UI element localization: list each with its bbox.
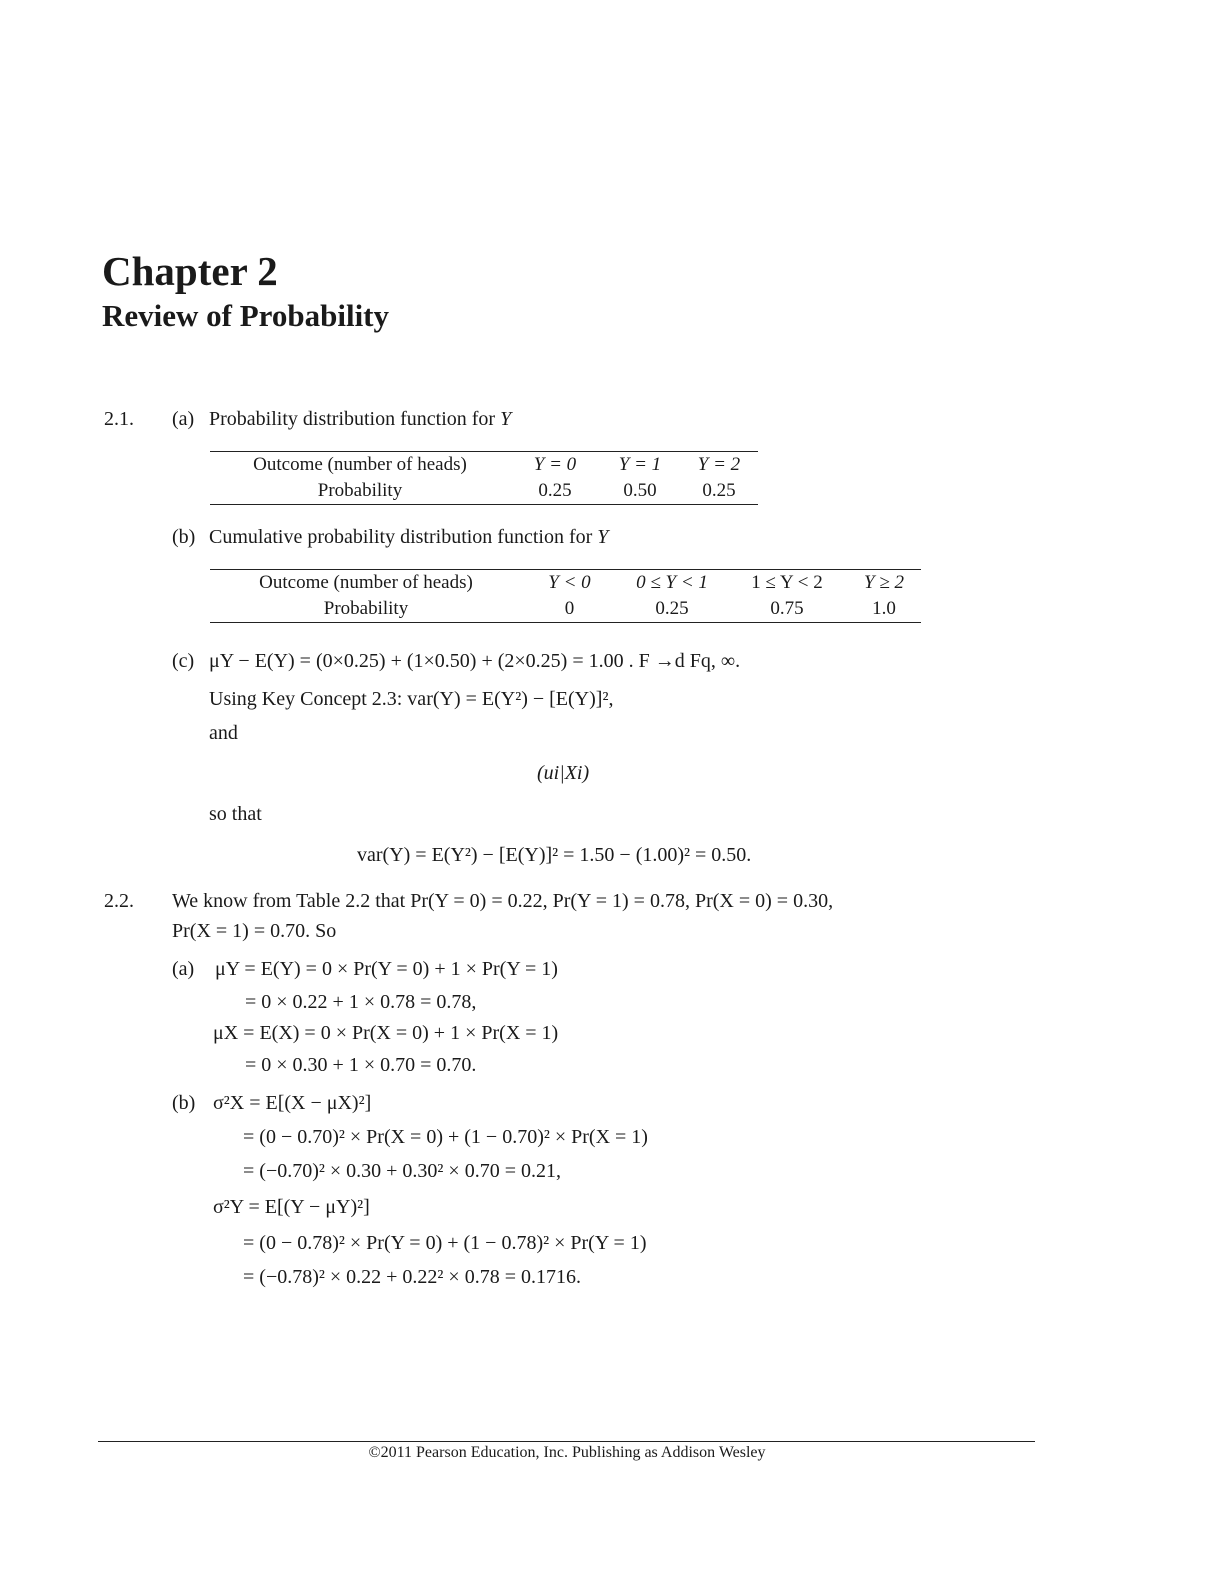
equation-line: σ²Y = E[(Y − μY)²] <box>213 1196 370 1218</box>
row-label-probability: Probability <box>210 596 522 623</box>
problem-number-2-1: 2.1. <box>104 408 134 430</box>
and-text: and <box>209 722 238 744</box>
chapter-subtitle: Review of Probability <box>102 298 390 333</box>
equation-line: = (−0.78)² × 0.22 + 0.22² × 0.78 = 0.1716. <box>243 1266 581 1288</box>
equation-line: μX = E(X) = 0 × Pr(X = 0) + 1 × Pr(X = 1) <box>213 1022 559 1044</box>
key-concept-line: Using Key Concept 2.3: var(Y) = E(Y²) − [E(Y)]², <box>209 688 614 710</box>
part-text-2-1-a: Probability distribution function for Y <box>209 408 512 430</box>
chapter-title: Chapter 2 <box>102 248 278 294</box>
conditional-expression: (ui|Xi) <box>537 762 590 784</box>
table-header: 1 ≤ Y < 2 <box>727 570 847 597</box>
part-label-2-2-a: (a) <box>172 958 195 980</box>
equation-line: = (−0.70)² × 0.30 + 0.30² × 0.70 = 0.21, <box>243 1160 561 1182</box>
part-label-2-1-b: (b) <box>172 526 196 548</box>
pdf-table <box>210 451 758 505</box>
table-cell: 0.50 <box>600 478 680 505</box>
table-header: Y < 0 <box>522 570 617 597</box>
table-header: Y = 0 <box>510 452 600 479</box>
row-label-outcome: Outcome (number of heads) <box>210 452 510 479</box>
row-label-probability: Probability <box>210 478 510 505</box>
equation-line: μY = E(Y) = 0 × Pr(Y = 0) + 1 × Pr(Y = 1) <box>215 958 558 980</box>
intro-line-1: We know from Table 2.2 that Pr(Y = 0) = 0.22, Pr(Y = 1) = 0.78, Pr(X = 0) = 0.30, <box>172 890 834 912</box>
equation-line: σ²X = E[(X − μX)²] <box>213 1092 372 1114</box>
table-header: Y = 2 <box>680 452 758 479</box>
so-that-text: so that <box>209 803 262 825</box>
table-cell: 1.0 <box>847 596 921 623</box>
equation-line: = (0 − 0.78)² × Pr(Y = 0) + (1 − 0.78)² × Pr(Y = 1) <box>243 1232 647 1254</box>
footer-rule <box>98 1441 1035 1442</box>
part-text-2-1-b: Cumulative probability distribution function for Y <box>209 526 609 548</box>
intro-line-2: Pr(X = 1) = 0.70. So <box>172 920 337 942</box>
mean-equation: μY − E(Y) = (0×0.25) + (1×0.50) + (2×0.25) = 1.00 . F →d Fq, ∞. <box>209 650 741 672</box>
table-header: 0 ≤ Y < 1 <box>617 570 727 597</box>
equation-line: = 0 × 0.30 + 1 × 0.70 = 0.70. <box>245 1054 477 1076</box>
table-header: Y = 1 <box>600 452 680 479</box>
table-cell: 0.25 <box>510 478 600 505</box>
equation-line: = 0 × 0.22 + 1 × 0.78 = 0.78, <box>245 991 477 1013</box>
part-label-2-1-a: (a) <box>172 408 195 430</box>
part-label-2-1-c: (c) <box>172 650 195 672</box>
table-header: Y ≥ 2 <box>847 570 921 597</box>
cdf-table <box>210 569 921 623</box>
table-cell: 0.75 <box>727 596 847 623</box>
equation-line: = (0 − 0.70)² × Pr(X = 0) + (1 − 0.70)² × Pr(X = 1) <box>243 1126 648 1148</box>
part-label-2-2-b: (b) <box>172 1092 196 1114</box>
table-cell: 0.25 <box>617 596 727 623</box>
row-label-outcome: Outcome (number of heads) <box>210 570 522 597</box>
variance-result: var(Y) = E(Y²) − [E(Y)]² = 1.50 − (1.00)² = 0.50. <box>357 844 752 866</box>
problem-number-2-2: 2.2. <box>104 890 134 912</box>
table-cell: 0.25 <box>680 478 758 505</box>
footer-copyright: ©2011 Pearson Education, Inc. Publishing as Addison Wesley <box>368 1444 766 1461</box>
table-cell: 0 <box>522 596 617 623</box>
